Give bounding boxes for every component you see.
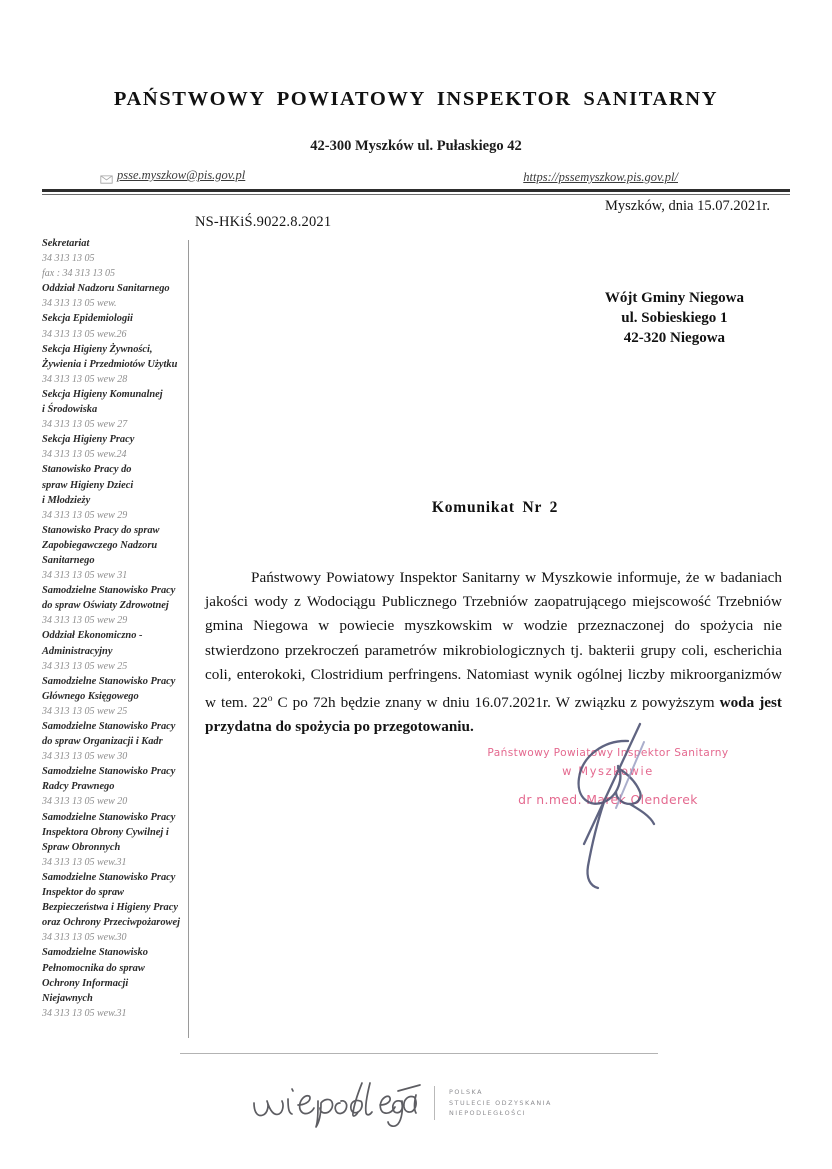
sidebar-department-phone: 34 313 13 05 wew 20 xyxy=(42,796,128,808)
sidebar-department-name: Inspektor do spraw xyxy=(42,887,124,899)
document-title: Komunikat Nr 2 xyxy=(431,499,559,516)
sidebar-department-name: Samodzielne Stanowisko Pracy xyxy=(42,675,176,687)
sidebar-department-phone: 34 313 13 05 xyxy=(42,253,95,265)
sidebar-department-name: Samodzielne Stanowisko Pracy xyxy=(42,721,176,732)
sidebar-department-name: Zapobiegawczego Nadzoru xyxy=(42,539,158,551)
contact-row xyxy=(100,168,740,188)
stamp-line-2: w Myszkowie xyxy=(562,764,654,778)
sidebar-department-phone: 34 313 13 05 wew 28 xyxy=(42,373,128,385)
sidebar-department-name: Samodzielne Stanowisko Pracy xyxy=(42,766,176,778)
sidebar-department-name: Radcy Prawnego xyxy=(42,781,115,793)
niepodlegla-wordmark-icon xyxy=(248,1075,428,1131)
logo-caption-line-2: STULECIE ODZYSKANIA xyxy=(449,1098,552,1107)
document-body xyxy=(205,566,782,739)
sidebar-department-name: i Młodzieży xyxy=(42,494,91,506)
website-block xyxy=(523,168,678,186)
addressee-line-1: Wójt Gminy Niegowa xyxy=(604,290,744,306)
sidebar-department-phone: 34 313 13 05 wew 29 xyxy=(42,615,128,627)
organization-address: 42-300 Myszków ul. Pułaskiego 42 xyxy=(310,138,522,154)
sidebar-department-name: Sekcja Higieny Żywności, xyxy=(42,343,153,355)
sidebar-department-name: Administracyjny xyxy=(42,645,113,657)
envelope-icon xyxy=(100,171,113,180)
sidebar-department-phone: 34 313 13 05 wew.24 xyxy=(42,449,127,461)
sidebar-department-name: do spraw Oświaty Zdrowotnej xyxy=(42,600,169,612)
sidebar-department-name: Sekretariat xyxy=(42,238,90,249)
sidebar-department-name: Spraw Obronnych xyxy=(42,841,121,853)
sidebar-department-name: oraz Ochrony Przeciwpożarowej xyxy=(42,917,180,929)
sidebar-department-phone: fax : 34 313 13 05 xyxy=(42,268,116,280)
sidebar-department-name: Sanitarnego xyxy=(42,554,95,566)
sidebar-department-name: Stanowisko Pracy do xyxy=(42,464,132,476)
body-text-part-1: Państwowy Powiatowy Inspektor Sanitarny w Myszkowie informuje, że w badaniach jakości wody z Wodociągu Publicznego Trzebniów zaopatrującego miejscowość Trzebniów gmina Niegowa w powiecie myszkowskim w wodzie przeznaczonej do spożycia nie stwierdzono przekroczeń parametrów mikrobiologicznych tj. bakterii grupy coli, escherichia coli, enterokoki, Clostridium perfringens. Natomiast wynik ogólnej liczby mikroorganizmów w tem. 22 xyxy=(205,569,782,712)
email-block xyxy=(100,168,245,183)
sidebar-department-phone: 34 313 13 05 wew. xyxy=(42,298,117,310)
sidebar-department-name: Sekcja Epidemiologii xyxy=(42,313,133,325)
addressee-line-2: ul. Sobieskiego 1 xyxy=(621,310,728,326)
sidebar-department-phone: 34 313 13 05 wew 25 xyxy=(42,660,128,672)
sidebar-department-name: i Środowiska xyxy=(42,404,98,416)
sidebar-department-name: do spraw Organizacji i Kadr xyxy=(42,736,163,748)
official-stamp xyxy=(478,745,738,810)
sidebar-department-name: Samodzielne Stanowisko Pracy xyxy=(42,871,176,883)
sidebar-department-phone: 34 313 13 05 wew 31 xyxy=(42,570,128,582)
logo-caption xyxy=(449,1087,552,1119)
footer-divider xyxy=(180,1053,658,1054)
department-contact-sidebar xyxy=(42,236,188,1021)
header-rule-thick xyxy=(42,189,790,192)
sidebar-department-name: Bezpieczeństwa i Higieny Pracy xyxy=(42,902,178,914)
sidebar-department-name: Pełnomocnika do spraw xyxy=(42,962,145,974)
body-superscript-degree: o xyxy=(267,694,273,705)
website-link[interactable]: https://pssemyszkow.pis.gov.pl/ xyxy=(523,170,678,184)
sidebar-department-phone: 34 313 13 05 wew.30 xyxy=(42,932,127,944)
logo-caption-line-3: NIEPODLEGŁOŚCI xyxy=(449,1109,527,1118)
sidebar-department-name: Inspektora Obrony Cywilnej i xyxy=(42,826,169,838)
stamp-line-3: dr n.med. Marek Olenderek xyxy=(518,792,698,807)
sidebar-department-name: Ochrony Informacji xyxy=(42,977,129,989)
sidebar-department-name: Samodzielne Stanowisko Pracy xyxy=(42,811,176,823)
sidebar-department-name: Żywienia i Przedmiotów Użytku xyxy=(42,358,178,370)
header-rule-thin xyxy=(42,194,790,195)
sidebar-department-name: Oddział Ekonomiczno - xyxy=(42,630,143,642)
sidebar-department-name: Oddział Nadzoru Sanitarnego xyxy=(42,283,170,295)
logo-separator xyxy=(434,1086,435,1120)
sidebar-department-phone: 34 313 13 05 wew 30 xyxy=(42,751,128,763)
sidebar-department-name: Samodzielne Stanowisko Pracy xyxy=(42,585,176,597)
sidebar-department-name: Sekcja Higieny Pracy xyxy=(42,434,135,446)
sidebar-department-name: Głównego Księgowego xyxy=(42,690,139,702)
sidebar-department-name: spraw Higieny Dzieci xyxy=(42,479,134,491)
logo-caption-line-1: POLSKA xyxy=(449,1088,483,1097)
sidebar-department-name: Sekcja Higieny Komunalnej xyxy=(42,388,163,400)
sidebar-department-phone: 34 313 13 05 wew.31 xyxy=(42,856,127,868)
sidebar-divider xyxy=(188,240,189,1038)
sidebar-department-phone: 34 313 13 05 wew 29 xyxy=(42,509,128,521)
niepodlegla-logo xyxy=(248,1072,578,1134)
addressee-block xyxy=(605,288,744,348)
sidebar-department-phone: 34 313 13 05 wew 27 xyxy=(42,419,128,431)
sidebar-department-name: Niejawnych xyxy=(42,992,93,1004)
organization-title: PAŃSTWOWY POWIATOWY INSPEKTOR SANITARNY xyxy=(113,88,719,110)
document-reference-number: NS-HKiŚ.9022.8.2021 xyxy=(195,214,332,230)
body-text-emphasis: woda jest przydatna do spożycia po przegotowaniu. xyxy=(205,694,782,736)
sidebar-department-name: Samodzielne Stanowisko xyxy=(42,947,148,959)
addressee-line-3: 42-320 Niegowa xyxy=(623,330,726,346)
place-and-date: Myszków, dnia 15.07.2021r. xyxy=(605,198,770,214)
body-text-part-2: C po 72h będzie znany w dniu 16.07.2021r. W związku z powyższym xyxy=(272,694,720,712)
stamp-line-1: Państwowy Powiatowy Inspektor Sanitarny xyxy=(487,747,729,759)
sidebar-department-name: Stanowisko Pracy do spraw xyxy=(42,524,160,536)
email-link[interactable]: psse.myszkow@pis.gov.pl xyxy=(117,168,246,182)
sidebar-department-phone: 34 313 13 05 wew 25 xyxy=(42,705,128,717)
sidebar-department-phone: 34 313 13 05 wew.31 xyxy=(42,1007,127,1019)
sidebar-department-phone: 34 313 13 05 wew.26 xyxy=(42,328,127,340)
